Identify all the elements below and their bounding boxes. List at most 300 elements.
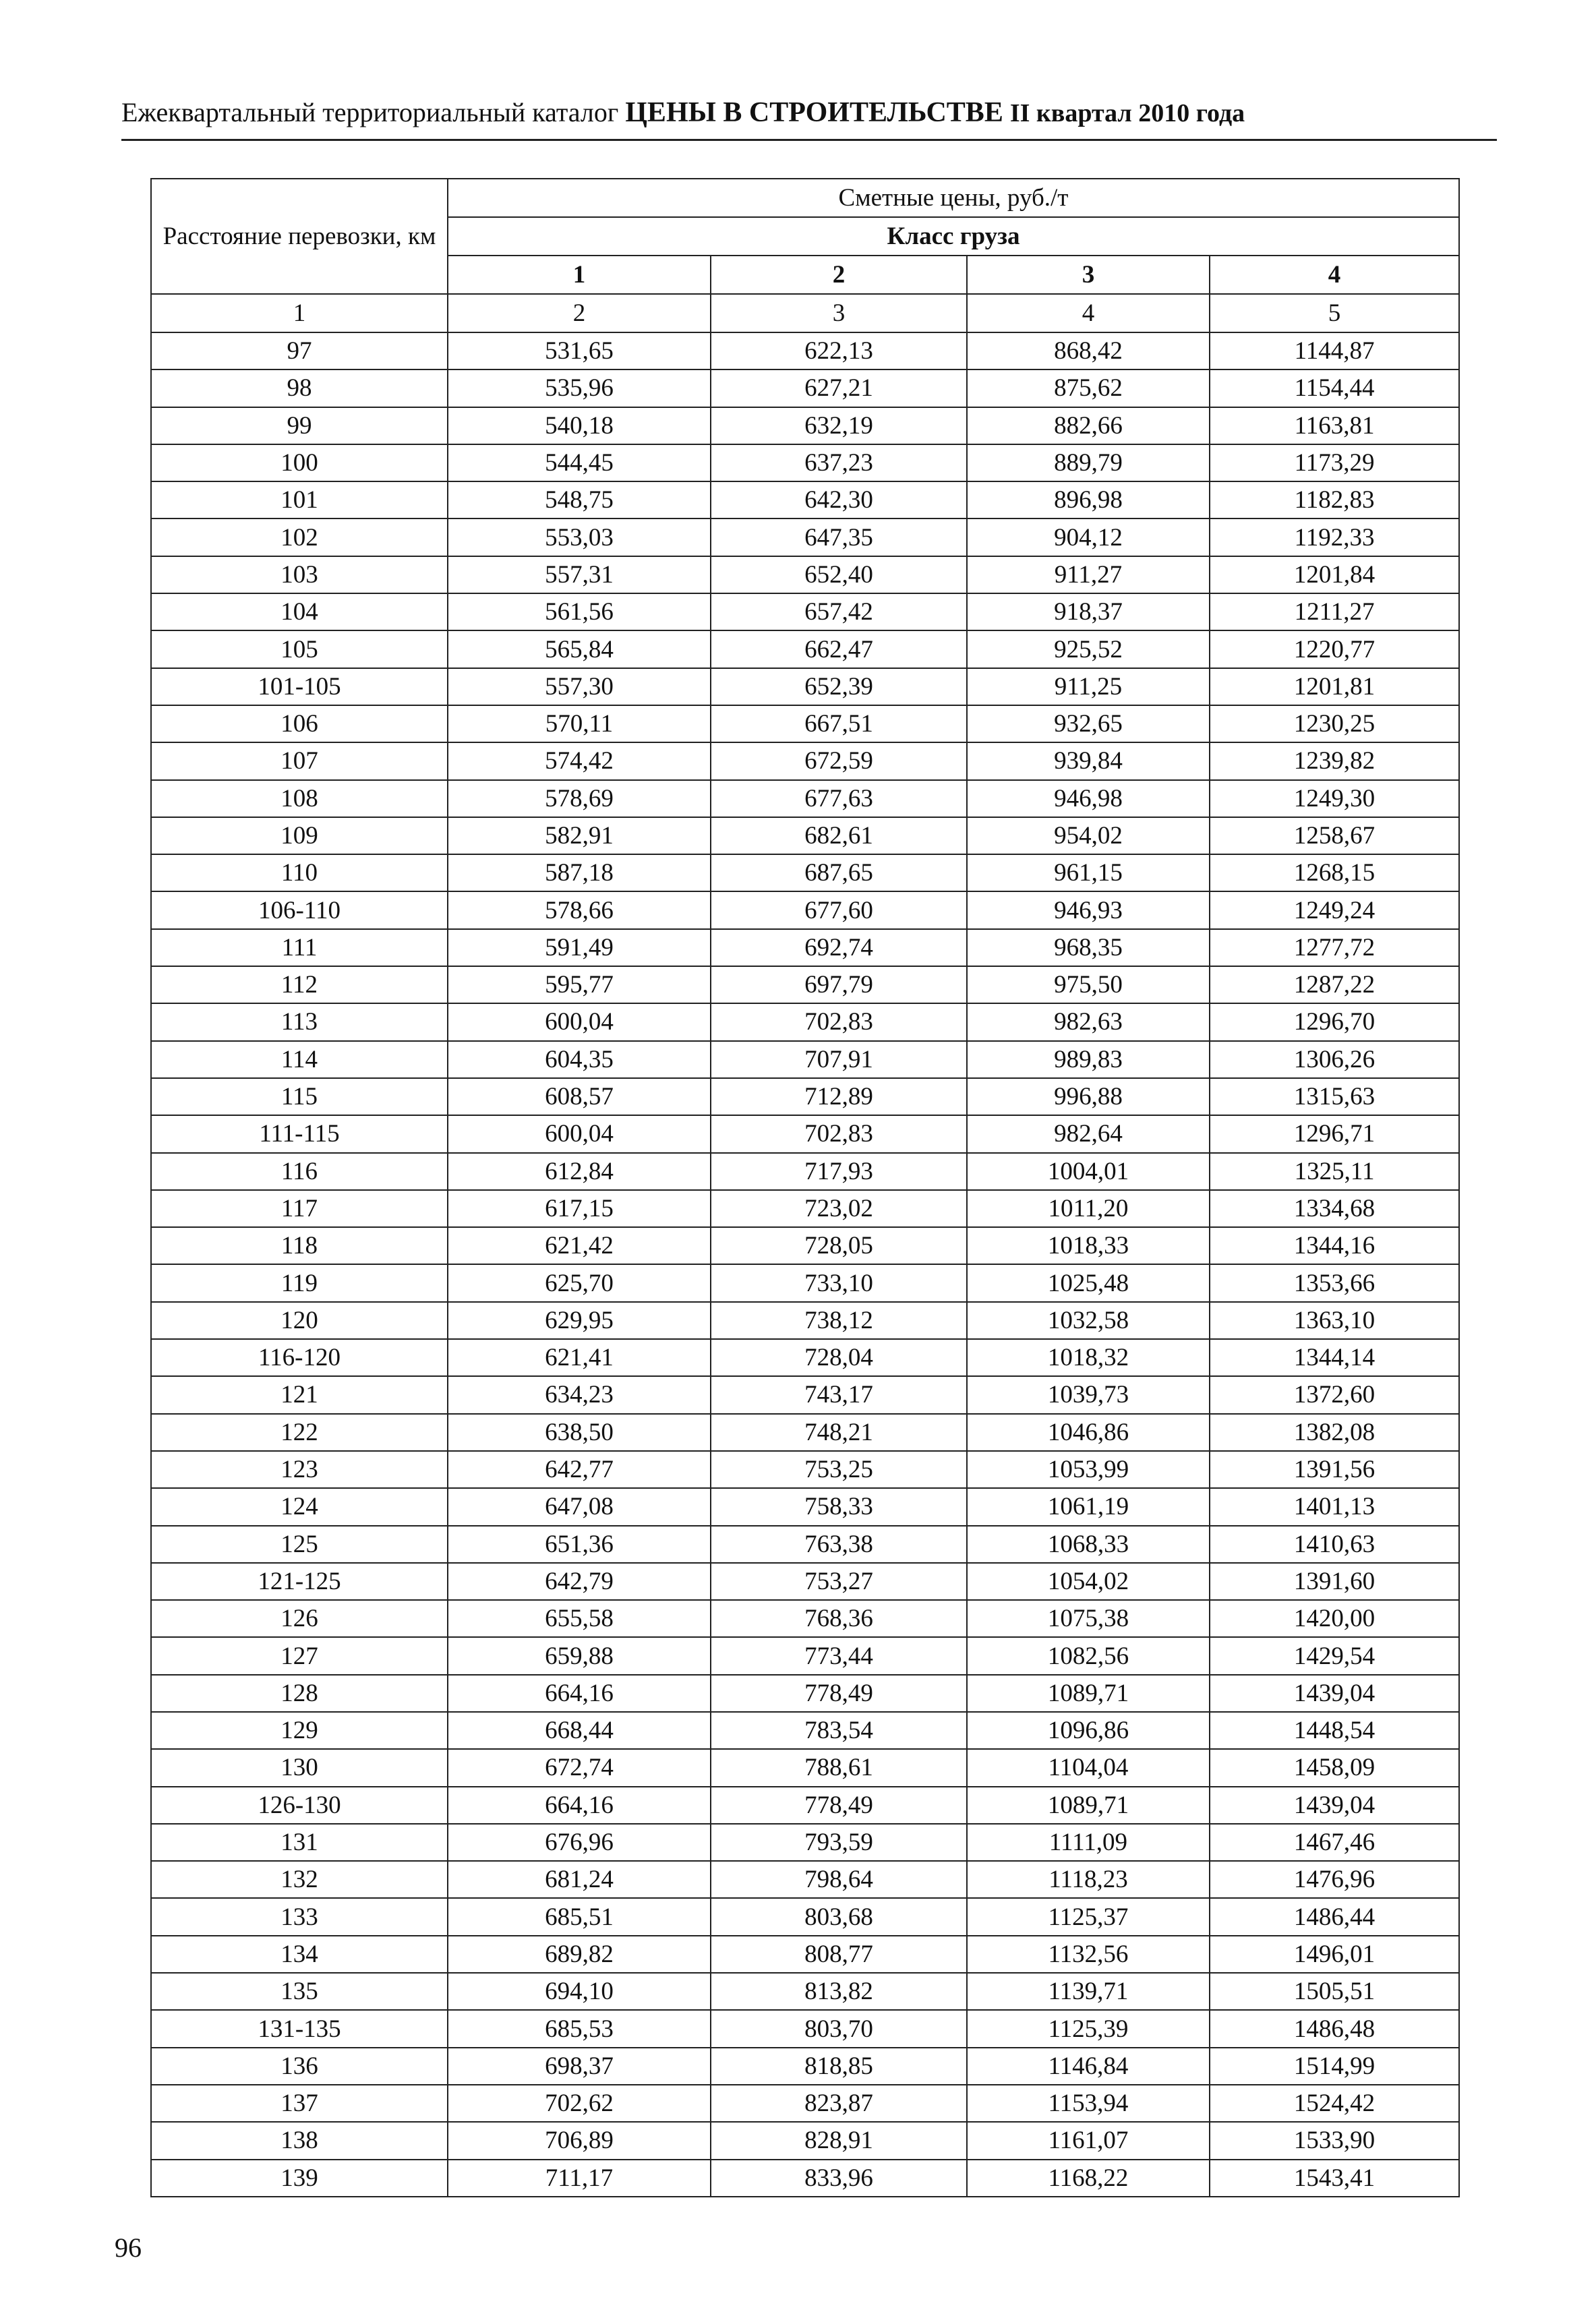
table-row bbox=[151, 444, 1459, 481]
table-row bbox=[151, 1153, 1459, 1190]
distance-cell: 101-105 bbox=[151, 668, 448, 705]
price-cell: 1230,25 bbox=[1210, 705, 1459, 742]
price-cell: 1543,41 bbox=[1210, 2160, 1459, 2197]
distance-cell: 113 bbox=[151, 1003, 448, 1040]
distance-cell: 98 bbox=[151, 369, 448, 407]
price-cell: 778,49 bbox=[711, 1787, 967, 1824]
catalog-period: II квартал 2010 года bbox=[1009, 99, 1245, 127]
price-cell: 689,82 bbox=[448, 1936, 711, 1973]
price-cell: 1054,02 bbox=[967, 1563, 1210, 1600]
price-cell: 702,83 bbox=[711, 1003, 967, 1040]
price-cell: 622,13 bbox=[711, 332, 967, 369]
price-cell: 682,61 bbox=[711, 817, 967, 854]
distance-cell: 103 bbox=[151, 556, 448, 593]
price-cell: 651,36 bbox=[448, 1526, 711, 1563]
table-row bbox=[151, 1936, 1459, 1973]
price-cell: 1182,83 bbox=[1210, 481, 1459, 518]
distance-cell: 106-110 bbox=[151, 891, 448, 928]
price-cell: 932,65 bbox=[967, 705, 1210, 742]
price-cell: 604,35 bbox=[448, 1041, 711, 1078]
distance-column-header: Расстояние перевозки, км bbox=[151, 179, 448, 294]
price-cell: 1125,37 bbox=[967, 1898, 1210, 1935]
price-cell: 617,15 bbox=[448, 1190, 711, 1227]
price-cell: 743,17 bbox=[711, 1376, 967, 1413]
distance-cell: 108 bbox=[151, 780, 448, 817]
table-row bbox=[151, 2010, 1459, 2047]
price-cell: 697,79 bbox=[711, 966, 967, 1003]
price-cell: 629,95 bbox=[448, 1302, 711, 1339]
distance-cell: 130 bbox=[151, 1749, 448, 1786]
price-cell: 896,98 bbox=[967, 481, 1210, 518]
price-cell: 1032,58 bbox=[967, 1302, 1210, 1339]
price-cell: 1011,20 bbox=[967, 1190, 1210, 1227]
price-cell: 578,66 bbox=[448, 891, 711, 928]
page-number: 96 bbox=[115, 2232, 142, 2263]
distance-cell: 105 bbox=[151, 630, 448, 668]
table-row bbox=[151, 817, 1459, 854]
price-cell: 773,44 bbox=[711, 1637, 967, 1674]
table-row bbox=[151, 966, 1459, 1003]
price-cell: 1353,66 bbox=[1210, 1264, 1459, 1301]
price-cell: 638,50 bbox=[448, 1414, 711, 1451]
catalog-title: ЦЕНЫ В СТРОИТЕЛЬСТВЕ bbox=[625, 97, 1003, 128]
price-cell: 621,41 bbox=[448, 1339, 711, 1376]
price-cell: 1533,90 bbox=[1210, 2122, 1459, 2159]
price-cell: 778,49 bbox=[711, 1675, 967, 1712]
distance-cell: 126 bbox=[151, 1600, 448, 1637]
price-cell: 1053,99 bbox=[967, 1451, 1210, 1488]
price-cell: 676,96 bbox=[448, 1824, 711, 1861]
price-cell: 540,18 bbox=[448, 407, 711, 444]
price-cell: 531,65 bbox=[448, 332, 711, 369]
price-cell: 996,88 bbox=[967, 1078, 1210, 1115]
price-cell: 1467,46 bbox=[1210, 1824, 1459, 1861]
table-row bbox=[151, 1414, 1459, 1451]
distance-cell: 116 bbox=[151, 1153, 448, 1190]
price-cell: 728,04 bbox=[711, 1339, 967, 1376]
price-cell: 587,18 bbox=[448, 854, 711, 891]
price-cell: 557,31 bbox=[448, 556, 711, 593]
price-cell: 565,84 bbox=[448, 630, 711, 668]
table-row bbox=[151, 1078, 1459, 1115]
distance-cell: 128 bbox=[151, 1675, 448, 1712]
price-cell: 911,27 bbox=[967, 556, 1210, 593]
price-cell: 1258,67 bbox=[1210, 817, 1459, 854]
price-cell: 989,83 bbox=[967, 1041, 1210, 1078]
distance-cell: 125 bbox=[151, 1526, 448, 1563]
price-cell: 582,91 bbox=[448, 817, 711, 854]
table-row bbox=[151, 593, 1459, 630]
price-cell: 694,10 bbox=[448, 1973, 711, 2010]
distance-cell: 139 bbox=[151, 2160, 448, 2197]
distance-cell: 99 bbox=[151, 407, 448, 444]
table-row bbox=[151, 1488, 1459, 1525]
price-cell: 753,27 bbox=[711, 1563, 967, 1600]
price-cell: 672,74 bbox=[448, 1749, 711, 1786]
price-cell: 982,64 bbox=[967, 1115, 1210, 1152]
price-cell: 882,66 bbox=[967, 407, 1210, 444]
price-cell: 1401,13 bbox=[1210, 1488, 1459, 1525]
price-cell: 918,37 bbox=[967, 593, 1210, 630]
distance-cell: 112 bbox=[151, 966, 448, 1003]
catalog-prefix: Ежеквартальный территориальный каталог bbox=[121, 97, 619, 127]
distance-cell: 121-125 bbox=[151, 1563, 448, 1600]
price-cell: 1325,11 bbox=[1210, 1153, 1459, 1190]
price-cell: 783,54 bbox=[711, 1712, 967, 1749]
distance-cell: 137 bbox=[151, 2085, 448, 2122]
price-cell: 664,16 bbox=[448, 1787, 711, 1824]
table-row bbox=[151, 556, 1459, 593]
table-row bbox=[151, 1302, 1459, 1339]
price-cell: 1344,14 bbox=[1210, 1339, 1459, 1376]
price-cell: 1004,01 bbox=[967, 1153, 1210, 1190]
price-cell: 692,74 bbox=[711, 929, 967, 966]
table-row bbox=[151, 1637, 1459, 1674]
price-cell: 728,05 bbox=[711, 1227, 967, 1264]
distance-cell: 134 bbox=[151, 1936, 448, 1973]
table-row bbox=[151, 1227, 1459, 1264]
distance-cell: 131-135 bbox=[151, 2010, 448, 2047]
distance-cell: 129 bbox=[151, 1712, 448, 1749]
price-cell: 578,69 bbox=[448, 780, 711, 817]
cargo-class-1: 1 bbox=[448, 256, 711, 294]
price-cell: 711,17 bbox=[448, 2160, 711, 2197]
table-row bbox=[151, 780, 1459, 817]
price-cell: 946,98 bbox=[967, 780, 1210, 817]
table-row bbox=[151, 1563, 1459, 1600]
price-cell: 642,77 bbox=[448, 1451, 711, 1488]
table-row bbox=[151, 668, 1459, 705]
table-row bbox=[151, 1526, 1459, 1563]
table-row bbox=[151, 332, 1459, 369]
price-cell: 621,42 bbox=[448, 1227, 711, 1264]
price-cell: 1146,84 bbox=[967, 2048, 1210, 2085]
price-cell: 664,16 bbox=[448, 1675, 711, 1712]
price-cell: 1306,26 bbox=[1210, 1041, 1459, 1078]
price-cell: 657,42 bbox=[711, 593, 967, 630]
price-cell: 548,75 bbox=[448, 481, 711, 518]
price-cell: 961,15 bbox=[967, 854, 1210, 891]
cargo-class-header: Класс груза bbox=[448, 217, 1459, 256]
table-row bbox=[151, 929, 1459, 966]
table-row bbox=[151, 1600, 1459, 1637]
price-cell: 591,49 bbox=[448, 929, 711, 966]
price-cell: 788,61 bbox=[711, 1749, 967, 1786]
price-cell: 668,44 bbox=[448, 1712, 711, 1749]
distance-cell: 101 bbox=[151, 481, 448, 518]
price-cell: 702,62 bbox=[448, 2085, 711, 2122]
price-cell: 570,11 bbox=[448, 705, 711, 742]
distance-cell: 115 bbox=[151, 1078, 448, 1115]
table-row bbox=[151, 1041, 1459, 1078]
distance-cell: 119 bbox=[151, 1264, 448, 1301]
price-cell: 1268,15 bbox=[1210, 854, 1459, 891]
table-body bbox=[151, 332, 1459, 2197]
price-cell: 544,45 bbox=[448, 444, 711, 481]
price-cell: 687,65 bbox=[711, 854, 967, 891]
distance-cell: 114 bbox=[151, 1041, 448, 1078]
price-cell: 1476,96 bbox=[1210, 1861, 1459, 1898]
price-cell: 868,42 bbox=[967, 332, 1210, 369]
price-cell: 1075,38 bbox=[967, 1600, 1210, 1637]
distance-cell: 133 bbox=[151, 1898, 448, 1935]
price-cell: 1082,56 bbox=[967, 1637, 1210, 1674]
table-row bbox=[151, 1376, 1459, 1413]
price-cell: 1168,22 bbox=[967, 2160, 1210, 2197]
column-number-2: 2 bbox=[448, 294, 711, 332]
price-cell: 1439,04 bbox=[1210, 1787, 1459, 1824]
price-cell: 1039,73 bbox=[967, 1376, 1210, 1413]
table-row bbox=[151, 1824, 1459, 1861]
price-cell: 803,68 bbox=[711, 1898, 967, 1935]
price-cell: 1429,54 bbox=[1210, 1637, 1459, 1674]
column-number-4: 4 bbox=[967, 294, 1210, 332]
price-cell: 975,50 bbox=[967, 966, 1210, 1003]
price-cell: 1239,82 bbox=[1210, 742, 1459, 779]
distance-cell: 118 bbox=[151, 1227, 448, 1264]
distance-cell: 106 bbox=[151, 705, 448, 742]
price-cell: 758,33 bbox=[711, 1488, 967, 1525]
price-cell: 875,62 bbox=[967, 369, 1210, 407]
distance-cell: 126-130 bbox=[151, 1787, 448, 1824]
price-cell: 1161,07 bbox=[967, 2122, 1210, 2159]
price-cell: 1173,29 bbox=[1210, 444, 1459, 481]
price-cell: 1486,48 bbox=[1210, 2010, 1459, 2047]
price-cell: 647,35 bbox=[711, 518, 967, 556]
table-row bbox=[151, 891, 1459, 928]
price-cell: 642,30 bbox=[711, 481, 967, 518]
price-cell: 1344,16 bbox=[1210, 1227, 1459, 1264]
price-cell: 1458,09 bbox=[1210, 1749, 1459, 1786]
table-row bbox=[151, 1898, 1459, 1935]
price-cell: 1249,24 bbox=[1210, 891, 1459, 928]
table-row bbox=[151, 630, 1459, 668]
price-cell: 828,91 bbox=[711, 2122, 967, 2159]
price-cell: 738,12 bbox=[711, 1302, 967, 1339]
price-cell: 723,02 bbox=[711, 1190, 967, 1227]
price-cell: 1277,72 bbox=[1210, 929, 1459, 966]
price-cell: 1118,23 bbox=[967, 1861, 1210, 1898]
price-cell: 733,10 bbox=[711, 1264, 967, 1301]
price-cell: 702,83 bbox=[711, 1115, 967, 1152]
table-row bbox=[151, 854, 1459, 891]
price-cell: 1046,86 bbox=[967, 1414, 1210, 1451]
price-cell: 954,02 bbox=[967, 817, 1210, 854]
column-number-5: 5 bbox=[1210, 294, 1459, 332]
table-row bbox=[151, 481, 1459, 518]
table-row bbox=[151, 742, 1459, 779]
table-row bbox=[151, 1675, 1459, 1712]
price-cell: 823,87 bbox=[711, 2085, 967, 2122]
column-number-row bbox=[151, 294, 1459, 332]
cargo-class-3: 3 bbox=[967, 256, 1210, 294]
price-cell: 763,38 bbox=[711, 1526, 967, 1563]
price-cell: 600,04 bbox=[448, 1003, 711, 1040]
prices-header: Сметные цены, руб./т bbox=[448, 179, 1459, 217]
table-row bbox=[151, 1003, 1459, 1040]
price-cell: 1154,44 bbox=[1210, 369, 1459, 407]
price-cell: 1514,99 bbox=[1210, 2048, 1459, 2085]
price-cell: 634,23 bbox=[448, 1376, 711, 1413]
price-cell: 803,70 bbox=[711, 2010, 967, 2047]
distance-cell: 127 bbox=[151, 1637, 448, 1674]
table-row bbox=[151, 705, 1459, 742]
price-cell: 667,51 bbox=[711, 705, 967, 742]
price-cell: 1391,60 bbox=[1210, 1563, 1459, 1600]
price-cell: 574,42 bbox=[448, 742, 711, 779]
distance-cell: 131 bbox=[151, 1824, 448, 1861]
price-cell: 561,56 bbox=[448, 593, 711, 630]
table-row bbox=[151, 2122, 1459, 2159]
price-cell: 1391,56 bbox=[1210, 1451, 1459, 1488]
price-cell: 1125,39 bbox=[967, 2010, 1210, 2047]
price-cell: 1018,32 bbox=[967, 1339, 1210, 1376]
distance-cell: 104 bbox=[151, 593, 448, 630]
price-cell: 595,77 bbox=[448, 966, 711, 1003]
price-cell: 793,59 bbox=[711, 1824, 967, 1861]
price-cell: 608,57 bbox=[448, 1078, 711, 1115]
price-cell: 712,89 bbox=[711, 1078, 967, 1115]
price-cell: 1132,56 bbox=[967, 1936, 1210, 1973]
price-cell: 798,64 bbox=[711, 1861, 967, 1898]
price-cell: 632,19 bbox=[711, 407, 967, 444]
price-cell: 1089,71 bbox=[967, 1675, 1210, 1712]
cargo-class-4: 4 bbox=[1210, 256, 1459, 294]
distance-cell: 100 bbox=[151, 444, 448, 481]
price-cell: 707,91 bbox=[711, 1041, 967, 1078]
price-cell: 1211,27 bbox=[1210, 593, 1459, 630]
price-cell: 535,96 bbox=[448, 369, 711, 407]
table-row bbox=[151, 2048, 1459, 2085]
distance-cell: 107 bbox=[151, 742, 448, 779]
price-cell: 1153,94 bbox=[967, 2085, 1210, 2122]
price-cell: 1025,48 bbox=[967, 1264, 1210, 1301]
distance-cell: 97 bbox=[151, 332, 448, 369]
price-cell: 662,47 bbox=[711, 630, 967, 668]
price-cell: 677,63 bbox=[711, 780, 967, 817]
price-cell: 652,39 bbox=[711, 668, 967, 705]
price-cell: 600,04 bbox=[448, 1115, 711, 1152]
price-cell: 1111,09 bbox=[967, 1824, 1210, 1861]
price-cell: 889,79 bbox=[967, 444, 1210, 481]
price-cell: 1068,33 bbox=[967, 1526, 1210, 1563]
price-cell: 1410,63 bbox=[1210, 1526, 1459, 1563]
price-cell: 1201,81 bbox=[1210, 668, 1459, 705]
table-row bbox=[151, 1115, 1459, 1152]
price-cell: 659,88 bbox=[448, 1637, 711, 1674]
table-row bbox=[151, 1339, 1459, 1376]
price-cell: 1486,44 bbox=[1210, 1898, 1459, 1935]
price-cell: 818,85 bbox=[711, 2048, 967, 2085]
price-cell: 1420,00 bbox=[1210, 1600, 1459, 1637]
price-cell: 557,30 bbox=[448, 668, 711, 705]
price-cell: 968,35 bbox=[967, 929, 1210, 966]
table-row bbox=[151, 1264, 1459, 1301]
price-cell: 1287,22 bbox=[1210, 966, 1459, 1003]
price-cell: 655,58 bbox=[448, 1600, 711, 1637]
table-row bbox=[151, 518, 1459, 556]
column-number-3: 3 bbox=[711, 294, 967, 332]
price-cell: 1372,60 bbox=[1210, 1376, 1459, 1413]
distance-cell: 124 bbox=[151, 1488, 448, 1525]
price-cell: 685,51 bbox=[448, 1898, 711, 1935]
table-row bbox=[151, 1749, 1459, 1786]
table-row bbox=[151, 1712, 1459, 1749]
table-row bbox=[151, 1861, 1459, 1898]
column-number-1: 1 bbox=[151, 294, 448, 332]
price-cell: 685,53 bbox=[448, 2010, 711, 2047]
table-row bbox=[151, 1787, 1459, 1824]
price-cell: 627,21 bbox=[711, 369, 967, 407]
distance-cell: 138 bbox=[151, 2122, 448, 2159]
distance-cell: 111-115 bbox=[151, 1115, 448, 1152]
price-cell: 642,79 bbox=[448, 1563, 711, 1600]
price-cell: 1144,87 bbox=[1210, 332, 1459, 369]
distance-cell: 117 bbox=[151, 1190, 448, 1227]
price-cell: 1139,71 bbox=[967, 1973, 1210, 2010]
distance-cell: 135 bbox=[151, 1973, 448, 2010]
table-header bbox=[151, 179, 1459, 332]
price-cell: 768,36 bbox=[711, 1600, 967, 1637]
distance-cell: 121 bbox=[151, 1376, 448, 1413]
price-cell: 1220,77 bbox=[1210, 630, 1459, 668]
table-row bbox=[151, 407, 1459, 444]
price-cell: 911,25 bbox=[967, 668, 1210, 705]
price-cell: 1249,30 bbox=[1210, 780, 1459, 817]
price-cell: 681,24 bbox=[448, 1861, 711, 1898]
price-cell: 904,12 bbox=[967, 518, 1210, 556]
price-cell: 1061,19 bbox=[967, 1488, 1210, 1525]
price-cell: 1192,33 bbox=[1210, 518, 1459, 556]
price-cell: 1382,08 bbox=[1210, 1414, 1459, 1451]
distance-cell: 132 bbox=[151, 1861, 448, 1898]
table-row bbox=[151, 369, 1459, 407]
price-cell: 1363,10 bbox=[1210, 1302, 1459, 1339]
distance-cell: 110 bbox=[151, 854, 448, 891]
price-cell: 982,63 bbox=[967, 1003, 1210, 1040]
distance-cell: 120 bbox=[151, 1302, 448, 1339]
price-cell: 647,08 bbox=[448, 1488, 711, 1525]
price-cell: 652,40 bbox=[711, 556, 967, 593]
price-cell: 1163,81 bbox=[1210, 407, 1459, 444]
price-cell: 553,03 bbox=[448, 518, 711, 556]
table-row bbox=[151, 1451, 1459, 1488]
table-row bbox=[151, 1973, 1459, 2010]
price-cell: 753,25 bbox=[711, 1451, 967, 1488]
price-cell: 1089,71 bbox=[967, 1787, 1210, 1824]
price-table-container bbox=[150, 178, 1458, 2197]
price-cell: 1296,71 bbox=[1210, 1115, 1459, 1152]
table-row bbox=[151, 2160, 1459, 2197]
distance-cell: 109 bbox=[151, 817, 448, 854]
table-row bbox=[151, 1190, 1459, 1227]
table-row bbox=[151, 2085, 1459, 2122]
price-cell: 1315,63 bbox=[1210, 1078, 1459, 1115]
price-cell: 612,84 bbox=[448, 1153, 711, 1190]
price-cell: 717,93 bbox=[711, 1153, 967, 1190]
price-cell: 1296,70 bbox=[1210, 1003, 1459, 1040]
price-cell: 946,93 bbox=[967, 891, 1210, 928]
page-header bbox=[121, 86, 1497, 141]
price-cell: 1096,86 bbox=[967, 1712, 1210, 1749]
distance-cell: 102 bbox=[151, 518, 448, 556]
price-cell: 833,96 bbox=[711, 2160, 967, 2197]
price-cell: 939,84 bbox=[967, 742, 1210, 779]
price-cell: 672,59 bbox=[711, 742, 967, 779]
distance-cell: 111 bbox=[151, 929, 448, 966]
price-cell: 1505,51 bbox=[1210, 1973, 1459, 2010]
cargo-class-2: 2 bbox=[711, 256, 967, 294]
